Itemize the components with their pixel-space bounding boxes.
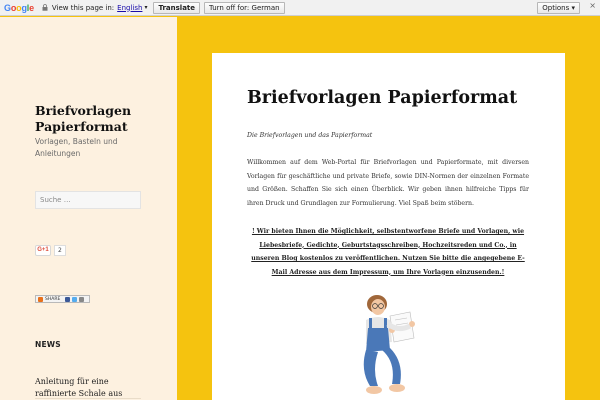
search-placeholder: Suche … [40, 196, 71, 204]
translate-bar [0, 0, 600, 16]
chevron-down-icon[interactable]: ▾ [144, 4, 148, 11]
share-label: SHARE [45, 296, 61, 302]
translate-button[interactable]: Translate [153, 2, 200, 14]
news-heading: NEWS [35, 340, 61, 349]
article-intro: Die Briefvorlagen und das Papierformat [247, 132, 373, 139]
options-button[interactable]: Options ▾ [537, 2, 580, 14]
news-item[interactable]: Anleitung für eine raffinierte Schale aus [35, 377, 123, 398]
sidebar [0, 17, 177, 400]
search-input[interactable] [35, 191, 141, 209]
divider [35, 398, 141, 399]
close-icon[interactable]: × [589, 1, 596, 10]
site-title[interactable]: Briefvorlagen Papierformat [35, 103, 132, 134]
gplus-widget [35, 245, 66, 256]
view-page-label: View this page in: [51, 3, 115, 12]
language-select[interactable]: English [117, 3, 143, 12]
facebook-icon [65, 297, 70, 302]
article-notice[interactable]: ! Wir bieten Ihnen die Möglichkeit, selbstentworfene Briefe und Vorlagen, wie Liebesbriefe, Gedichte, Geburtstagsschreiben, Hochzeitsreden und Co., in unseren Blog kostenlos zu veröffentlichen. Nutzen Sie bitte die angegebene E-Mail Adresse aus dem Impressum, um Ihre Vorlagen einzusenden.! [251, 228, 525, 276]
page-title: Briefvorlagen Papierformat [247, 88, 518, 108]
email-icon [79, 297, 84, 302]
gplus-button[interactable]: G+1 [35, 245, 51, 256]
site-description: Vorlagen, Basteln und Anleitungen [35, 137, 118, 158]
gplus-count: 2 [54, 245, 66, 256]
reader-illustration [352, 290, 422, 400]
lock-icon [42, 4, 48, 11]
share-button[interactable] [35, 295, 90, 303]
google-logo: Google [4, 2, 34, 13]
turn-off-button[interactable]: Turn off for: German [204, 2, 285, 14]
article-card [212, 53, 565, 400]
article-body: Willkommen auf dem Web-Portal für Briefvorlagen und Papierformate, mit diversen Vorlagen für geschäftliche und private Briefe, sowie DIN-Normen der einzelnen Formate und Größen. Schaffen Sie sich einen Überblick. Wir geben ihnen hilfreiche Tipps für ihren Druck und Grundlagen zur Formulierung. Viel Spaß beim stöbern. [247, 159, 529, 207]
twitter-icon [72, 297, 77, 302]
share-icon [38, 297, 43, 302]
